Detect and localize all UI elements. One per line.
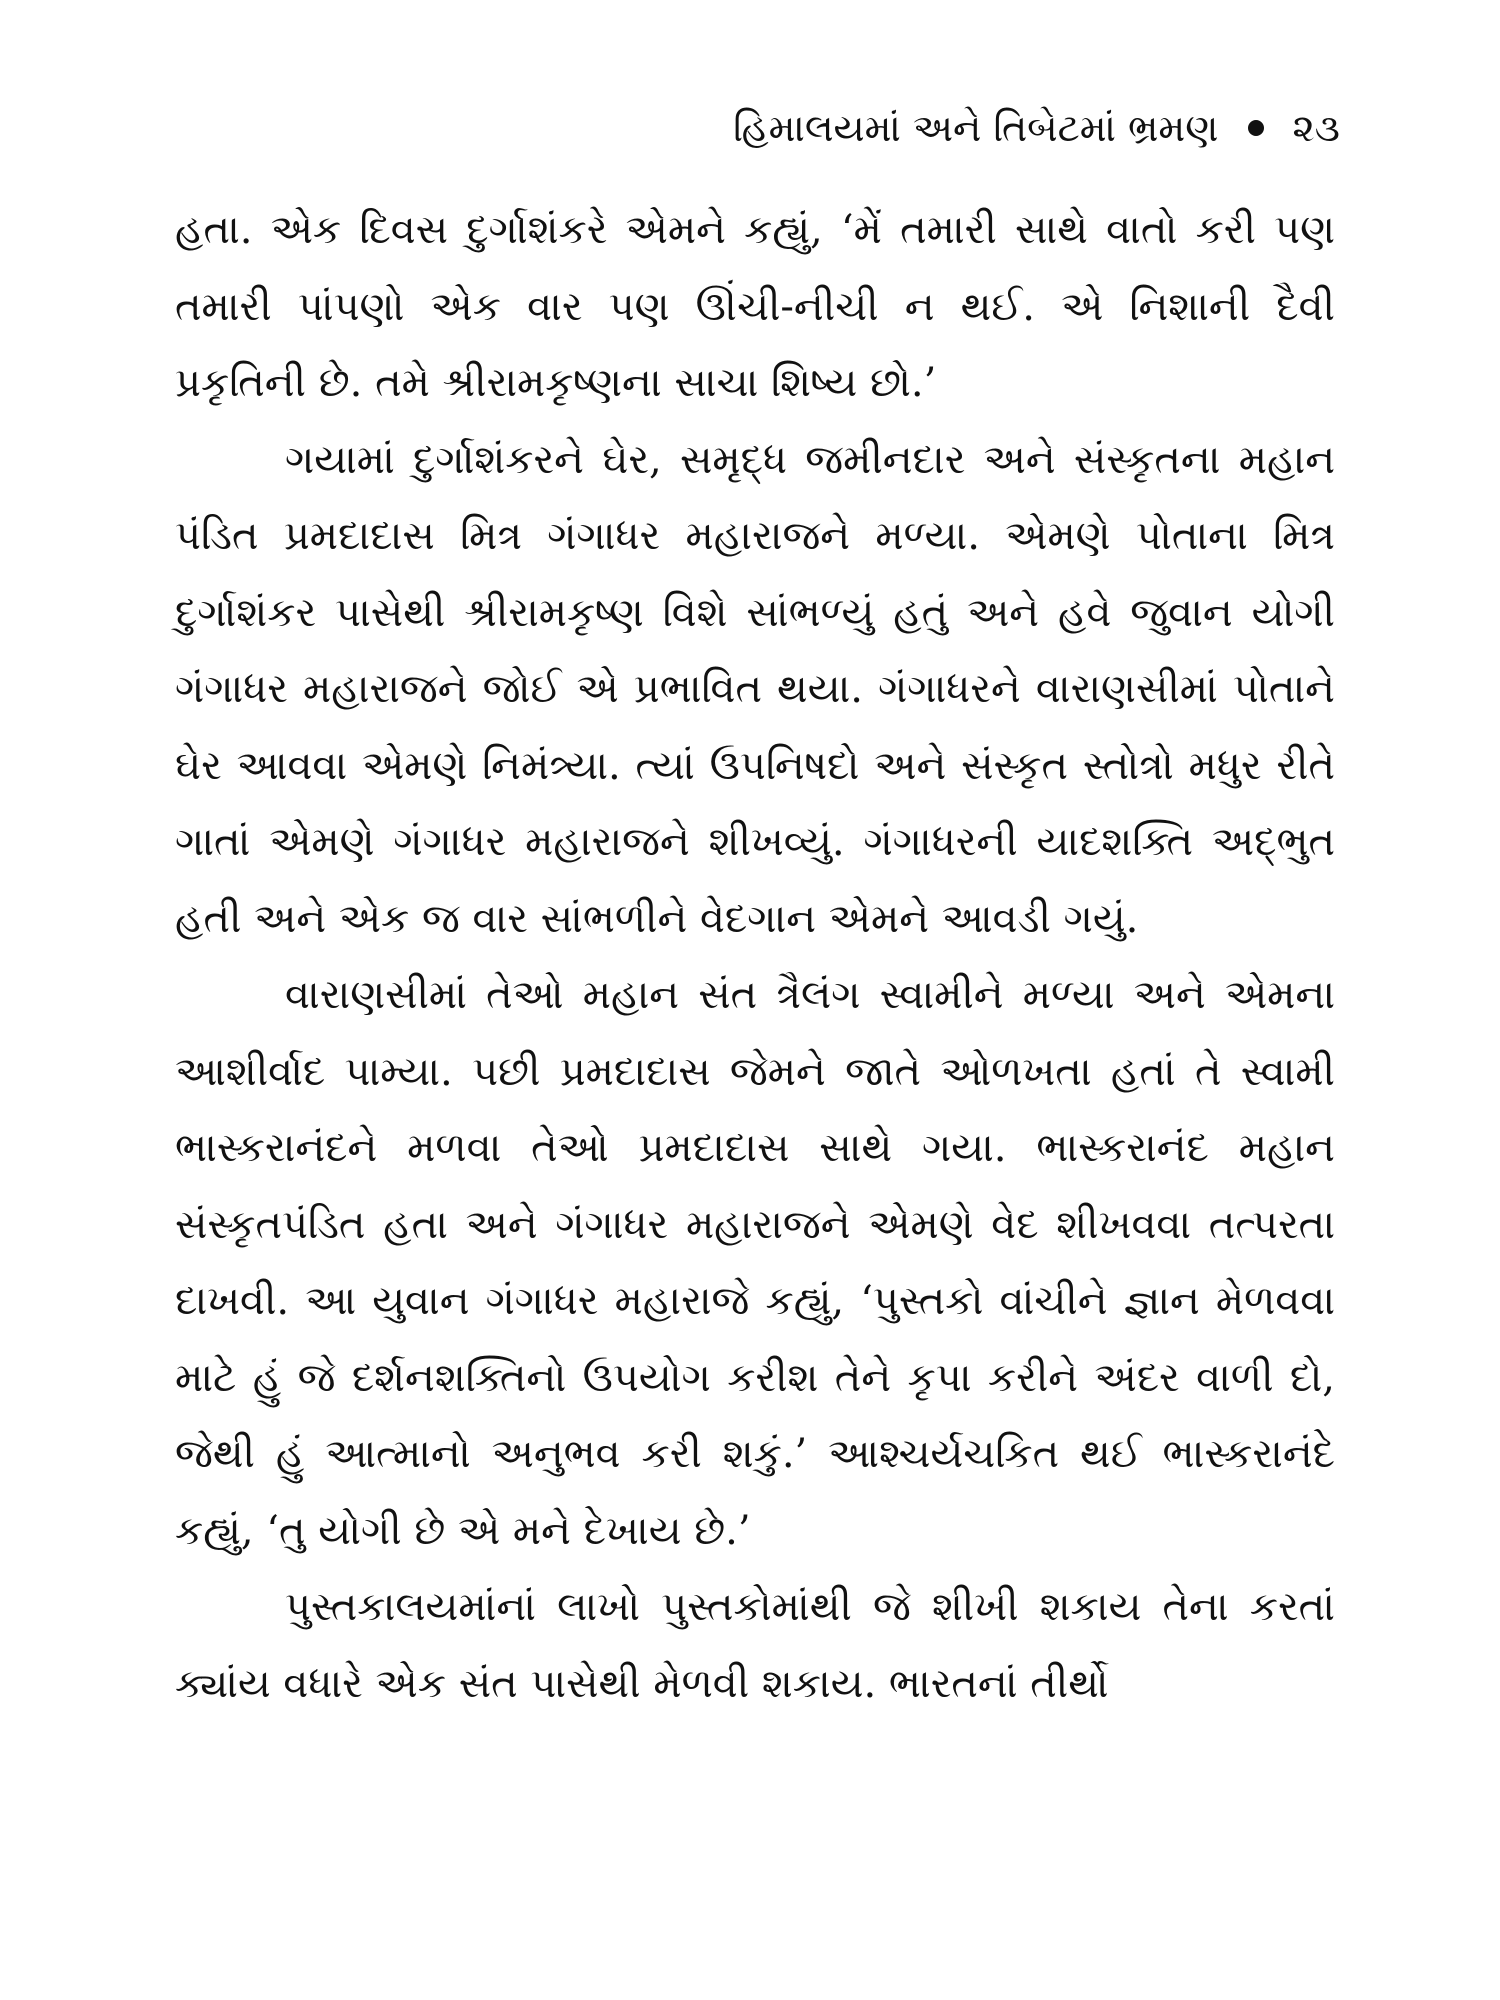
paragraph-continuation: હતા. એક દિવસ દુર્ગાશંકરે એમને કહ્યું, ‘મેં તમારી સાથે વાતો કરી પણ તમારી પાંપણો એક વાર પણ ઊંચી-નીચી ન થઈ. એ નિશાની દૈવી પ્રકૃતિની છે. તમે શ્રીરામકૃષ્ણના સાચા શિષ્ય છો.’ xyxy=(175,207,1335,406)
running-header xyxy=(733,100,1340,156)
paragraph-gaya: ગયામાં દુર્ગાશંકરને ઘેર, સમૃદ્ધ જમીનદાર અને સંસ્કૃતના મહાન પંડિત પ્રમદાદાસ મિત્ર ગંગાધર મહારાજને મળ્યા. એમણે પોતાના મિત્ર દુર્ગાશંકર પાસેથી શ્રીરામકૃષ્ણ વિશે સાંભળ્યું હતું અને હવે જુવાન યોગી ગંગાધર મહારાજને જોઈ એ પ્રભાવિત થયા. ગંગાધરને વારાણસીમાં પોતાને ઘેર આવવા એમણે નિમંત્ર્યા. ત્યાં ઉપનિષદો અને સંસ્કૃત સ્તોત્રો મધુર રીતે ગાતાં એમણે ગંગાધર મહારાજને શીખવ્યું. ગંગાધરની યાદશક્તિ અદ્ભુત હતી અને એક જ વાર સાંભળીને વેદગાન એમને આવડી ગયું. xyxy=(175,436,1335,942)
running-title: હિમાલયમાં અને તિબેટમાં ભ્રમણ xyxy=(733,106,1219,150)
body-text xyxy=(175,192,1335,1722)
paragraph-varanasi: વારાણસીમાં તેઓ મહાન સંત ત્રૈલંગ સ્વામીને મળ્યા અને એમના આશીર્વાદ પામ્યા. પછી પ્રમદાદાસ જેમને જાતે ઓળખતા હતાં તે સ્વામી ભાસ્કરાનંદને મળવા તેઓ પ્રમદાદાસ સાથે ગયા. ભાસ્કરાનંદ મહાન સંસ્કૃતપંડિત હતા અને ગંગાધર મહારાજને એમણે વેદ શીખવવા તત્પરતા દાખવી. આ યુવાન ગંગાધર મહારાજે કહ્યું, ‘પુસ્તકો વાંચીને જ્ઞાન મેળવવા માટે હું જે દર્શનશક્તિનો ઉપયોગ કરીશ તેને કૃપા કરીને અંદર વાળી દો, જેથી હું આત્માનો અનુભવ કરી શકું.’ આશ્ચર્યચકિત થઈ ભાસ્કરાનંદે કહ્યું, ‘તુ યોગી છે એ મને દેખાય છે.’ xyxy=(175,972,1335,1554)
page-number: ૨૩ xyxy=(1292,106,1340,150)
paragraph-library: પુસ્તકાલયમાંનાં લાખો પુસ્તકોમાંથી જે શીખી શકાય તેના કરતાં ક્યાંય વધારે એક સંત પાસેથી મેળવી શકાય. ભારતનાં તીર્થો xyxy=(175,1584,1335,1707)
bullet-separator-icon xyxy=(1248,120,1264,136)
